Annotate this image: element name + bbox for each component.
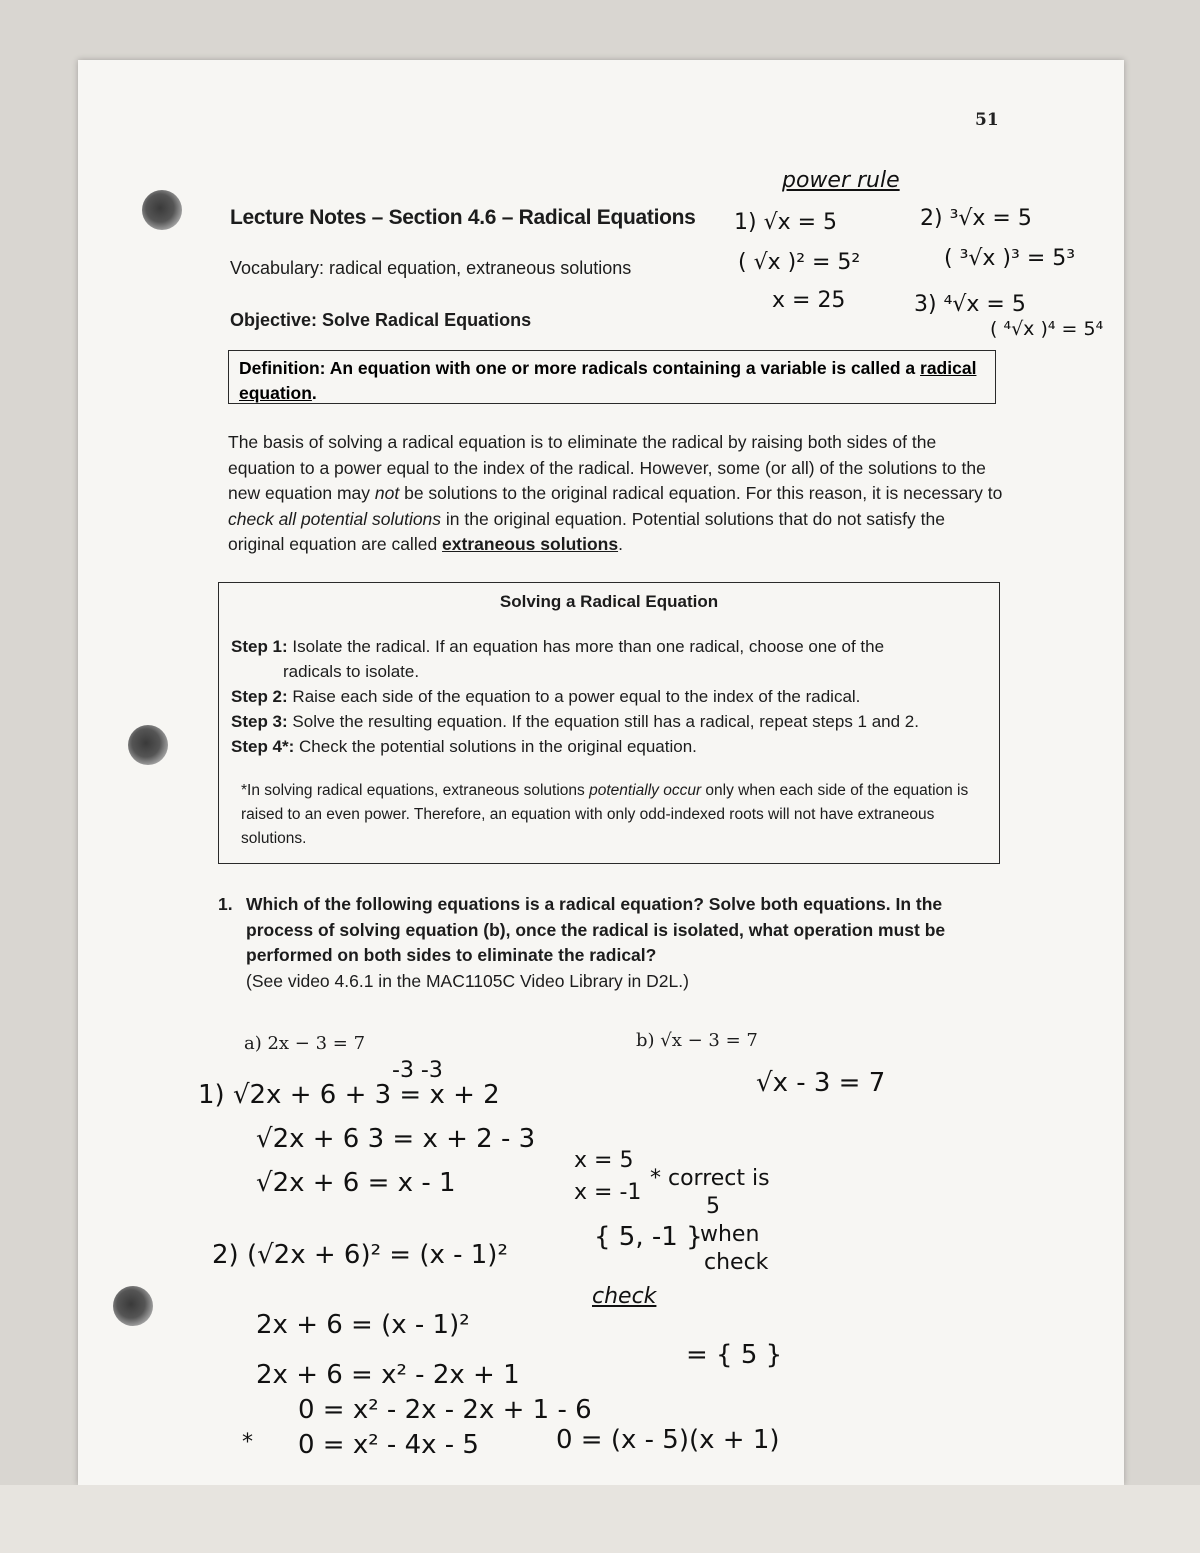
- question-text: Which of the following equations is a radical equation? Solve both equations. In the process of solving equation (b), once the radical is isolated, what operation must be performed on both sides to eliminate the radical?: [246, 894, 946, 965]
- step-item: [231, 684, 987, 709]
- definition-suffix: .: [311, 383, 317, 403]
- handwritten-note: x = 25: [772, 288, 846, 313]
- handwritten-step: √2x + 6 3 = x + 2 - 3: [256, 1124, 536, 1154]
- punch-hole-icon: [113, 1286, 153, 1326]
- handwritten-note: x = 5: [574, 1148, 634, 1173]
- paragraph-text: be solutions to the original radical equation. For this reason, it is necessary to: [399, 483, 1003, 503]
- page-title: Lecture Notes – Section 4.6 – Radical Equations: [230, 206, 696, 229]
- handwritten-note: ( ⁴√x )⁴ = 5⁴: [990, 318, 1104, 340]
- handwritten-note: check: [704, 1250, 769, 1275]
- handwritten-note: 5: [706, 1194, 720, 1219]
- step-item-continuation: radicals to isolate.: [283, 662, 420, 681]
- step-label: Step 4*:: [231, 737, 295, 756]
- handwritten-note: ( √x )² = 5²: [738, 250, 861, 275]
- question-reference: (See video 4.6.1 in the MAC1105C Video Library in D2L.): [246, 970, 689, 991]
- handwritten-note: -3 -3: [392, 1058, 443, 1083]
- definition-term: radical equation: [239, 358, 977, 403]
- question-1: [218, 892, 1008, 994]
- handwritten-note: ( ³√x )³ = 5³: [944, 246, 1076, 271]
- handwritten-power-rule: power rule: [782, 168, 900, 193]
- step-label: Step 3:: [231, 712, 288, 731]
- punch-hole-icon: [128, 725, 168, 765]
- handwritten-step: 0 = x² - 2x - 2x + 1 - 6: [298, 1395, 592, 1425]
- handwritten-step: 0 = (x - 5)(x + 1): [556, 1425, 780, 1455]
- page-number: 51: [975, 110, 999, 130]
- explanation-paragraph: [228, 430, 1003, 558]
- step-text: Check the potential solutions in the original equation.: [294, 737, 697, 756]
- step-item: [231, 634, 987, 659]
- background-surface: [0, 1485, 1200, 1553]
- steps-note: [231, 779, 987, 851]
- question-number: 1.: [218, 894, 233, 914]
- paragraph-term: extraneous solutions: [442, 534, 619, 554]
- handwritten-note: when: [700, 1222, 760, 1247]
- handwritten-note: x = -1: [574, 1180, 642, 1205]
- handwritten-step: 2x + 6 = x² - 2x + 1: [256, 1360, 520, 1390]
- step-text: Isolate the radical. If an equation has more than one radical, choose one of the: [287, 637, 885, 656]
- paragraph-text: in the original equation. Potential solutions that do not satisfy the original equation are called: [228, 508, 945, 554]
- step-label: Step 2:: [231, 687, 288, 706]
- note-text: *In solving radical equations, extraneous solutions: [241, 782, 590, 799]
- paragraph-text: .: [618, 534, 623, 554]
- handwritten-note: 1) √x = 5: [734, 210, 838, 235]
- equation-a: a) 2x − 3 = 7: [244, 1033, 366, 1054]
- handwritten-step: √2x + 6 = x - 1: [256, 1168, 456, 1198]
- steps-box-title: Solving a Radical Equation: [499, 592, 719, 611]
- handwritten-step: 2x + 6 = (x - 1)²: [256, 1310, 470, 1340]
- paragraph-emphasis: check all potential solutions: [228, 508, 442, 529]
- definition-text: Definition: An equation with one or more radicals containing a variable is called a: [239, 358, 921, 378]
- note-text: only when each side of the equation is raised to an even power. Therefore, an equation with only odd-indexed roots will not have extraneous solutions.: [241, 782, 969, 847]
- handwritten-step: 1) √2x + 6 + 3 = x + 2: [198, 1080, 500, 1110]
- equation-b: b) √x − 3 = 7: [636, 1030, 758, 1051]
- handwritten-solution-set: { 5, -1 }: [594, 1222, 703, 1252]
- handwritten-final-answer: = { 5 }: [686, 1340, 783, 1370]
- step-text: Raise each side of the equation to a power equal to the index of the radical.: [287, 687, 861, 706]
- handwritten-step: √x - 3 = 7: [756, 1068, 886, 1098]
- paragraph-text: The basis of solving a radical equation is to eliminate the radical by raising both sides of the equation to a power equal to the index of the radical. However, some (or all) of the solutions to the new equation may: [228, 432, 986, 503]
- handwritten-note: 2) ³√x = 5: [920, 206, 1032, 231]
- step-item: [231, 734, 987, 759]
- definition-box: [228, 350, 996, 404]
- note-emphasis: potentially occur: [589, 782, 702, 799]
- handwritten-note: 3) ⁴√x = 5: [914, 292, 1026, 317]
- punch-hole-icon: [142, 190, 182, 230]
- objective-line: Objective: Solve Radical Equations: [230, 310, 532, 330]
- handwritten-check-label: check: [592, 1284, 657, 1309]
- handwritten-note: *: [242, 1430, 253, 1455]
- steps-box: [218, 582, 1000, 864]
- handwritten-step: 2) (√2x + 6)² = (x - 1)²: [212, 1240, 508, 1270]
- vocabulary-line: Vocabulary: radical equation, extraneous solutions: [230, 258, 632, 278]
- handwritten-step: 0 = x² - 4x - 5: [298, 1430, 479, 1460]
- step-text: Solve the resulting equation. If the equation still has a radical, repeat steps 1 and 2.: [287, 712, 919, 731]
- step-label: Step 1:: [231, 637, 288, 656]
- paragraph-emphasis: not: [374, 483, 400, 503]
- step-item: [231, 709, 987, 734]
- handwritten-note: * correct is: [650, 1166, 770, 1191]
